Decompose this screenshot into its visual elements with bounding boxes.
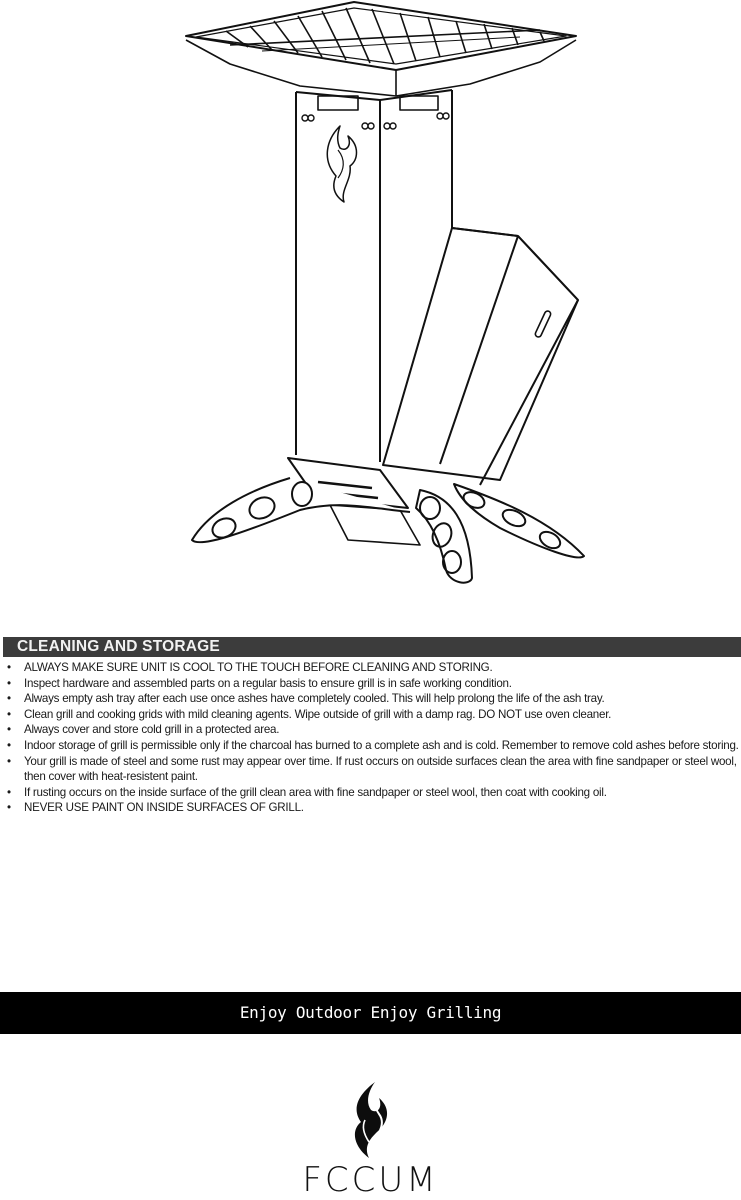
brand-name: FCCUM (302, 1160, 439, 1200)
grate-icon (186, 2, 576, 96)
fuel-feed-box (383, 228, 578, 485)
slogan-banner: Enjoy Outdoor Enjoy Grilling (0, 992, 741, 1034)
cleaning-instructions-list (4, 660, 739, 816)
list-item (4, 707, 739, 723)
list-item-text: Always empty ash tray after each use once ashes have completely cooled. This will help prolong the life of the ash tray. (24, 692, 605, 706)
list-item-text: NEVER USE PAINT ON INSIDE SURFACES OF GRILL. (24, 801, 304, 815)
flame-icon (327, 126, 356, 202)
bullet-icon: • (7, 676, 11, 690)
bullet-icon: • (7, 754, 11, 768)
list-item (4, 676, 739, 692)
bullet-icon: • (7, 723, 11, 737)
list-item-text: Always cover and store cold grill in a protected area. (24, 723, 280, 737)
list-item (4, 800, 739, 816)
bullet-icon: • (7, 801, 11, 815)
list-item (4, 691, 739, 707)
list-item-text: If rusting occurs on the inside surface of the grill clean area with fine sandpaper or steel wool, then coat with cooking oil. (24, 785, 607, 799)
flame-icon (341, 1080, 401, 1160)
list-item-text: ALWAYS MAKE SURE UNIT IS COOL TO THE TOUCH BEFORE CLEANING AND STORING. (24, 661, 493, 674)
list-item-text: Your grill is made of steel and some rust may appear over time. If rust occurs on outside surfaces clean the area with fine sandpaper or steel wool, then cover with heat-resistent paint. (24, 754, 737, 784)
list-item (4, 660, 739, 676)
bullet-icon: • (7, 785, 11, 799)
grill-illustration (185, 0, 600, 600)
bullet-icon: • (7, 661, 11, 674)
list-item (4, 722, 739, 738)
list-item (4, 754, 739, 785)
list-item-text: Clean grill and cooking grids with mild cleaning agents. Wipe outside of grill with a damp rag. DO NOT use oven cleaner. (24, 707, 612, 721)
list-item-text: Indoor storage of grill is permissible only if the charcoal has burned to a complete ash and is cold. Remember to remove cold ashes before storing. (24, 738, 739, 752)
list-item-text: Inspect hardware and assembled parts on a regular basis to ensure grill is in safe working condition. (24, 676, 512, 690)
bullet-icon: • (7, 692, 11, 706)
bullet-icon: • (7, 738, 11, 752)
section-title-cleaning-storage: CLEANING AND STORAGE (3, 637, 741, 657)
list-item (4, 785, 739, 801)
list-item (4, 738, 739, 754)
bullet-icon: • (7, 707, 11, 721)
brand-block (0, 1080, 741, 1198)
